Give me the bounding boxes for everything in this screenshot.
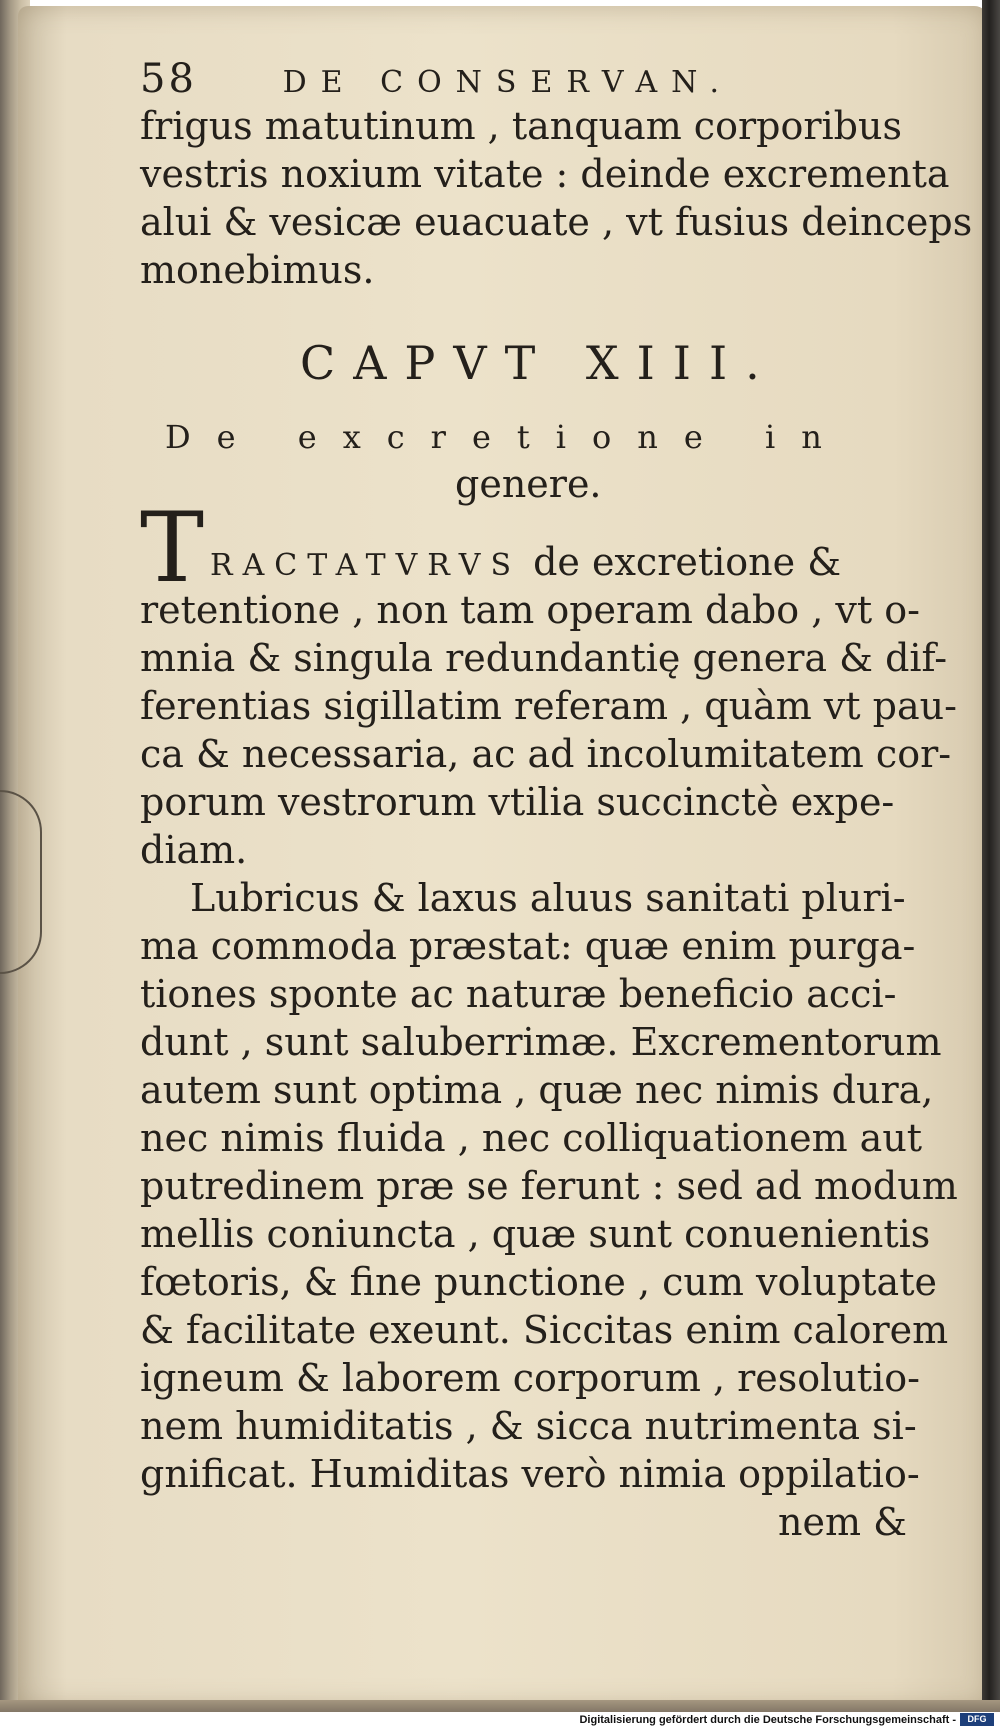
text-line: fœtoris, & fine punctione , cum voluptate [140, 1260, 937, 1304]
catchword: nem & [778, 1500, 907, 1544]
text-line: tiones sponte ac naturæ beneficio acci- [140, 972, 897, 1016]
text-line: alui & vesicæ euacuate , vt fusius deinceps [140, 200, 973, 244]
text-line: porum vestrorum vtilia succinctè expe- [140, 780, 895, 824]
text-line: vestris noxium vitate : deinde excrementa [140, 152, 950, 196]
first-line-rest: de excretione & [533, 540, 842, 584]
text-line: nec nimis fluida , nec colliquationem aut [140, 1116, 923, 1160]
text-line: nem humiditatis , & sicca nutrimenta si- [140, 1404, 917, 1448]
first-line [210, 540, 841, 584]
text-line: igneum & laborem corporum , resolutio- [140, 1356, 920, 1400]
page-tab-mark [0, 790, 42, 974]
running-head-title: DE CONSERVAN. [282, 65, 734, 100]
text-line: ca & necessaria, ac ad incolumitatem cor- [140, 732, 952, 776]
text-line: & facilitate exeunt. Siccitas enim calorem [140, 1308, 949, 1352]
text-line: monebimus. [140, 248, 375, 292]
page-number: 58 [140, 56, 197, 102]
text-line: ferentias sigillatim referam , quàm vt pau- [140, 684, 957, 728]
first-line-smallcaps: RACTATVRVS [210, 548, 522, 583]
running-head [140, 56, 733, 102]
text-line: putredinem præ se ferunt : sed ad modum [140, 1164, 958, 1208]
text-line: ma commoda præstat: quæ enim purga- [140, 924, 916, 968]
text-line: gnificat. Humiditas verò nimia oppilatio- [140, 1452, 920, 1496]
text-line: retentione , non tam operam dabo , vt o- [140, 588, 920, 632]
text-line: frigus matutinum , tanquam corporibus [140, 104, 902, 148]
text-line: diam. [140, 828, 248, 872]
dfg-logo: DFG [960, 1713, 994, 1726]
chapter-heading: CAPVT XIII. [300, 336, 778, 390]
text-line: mnia & singula redundantię genera & dif- [140, 636, 948, 680]
text-line: mellis coniuncta , quæ sunt conuenientis [140, 1212, 931, 1256]
funding-credit: Digitalisierung gefördert durch die Deutsche Forschungsgemeinschaft - [579, 1714, 956, 1726]
text-line: Lubricus & laxus aluus sanitati pluri- [190, 876, 906, 920]
chapter-title-line2: genere. [455, 462, 602, 506]
scan-right-border [982, 0, 1000, 1708]
chapter-title-line1: De excretione in [165, 418, 848, 456]
text-line: autem sunt optima , quæ nec nimis dura, [140, 1068, 934, 1112]
text-line: dunt , sunt saluberrimæ. Excrementorum [140, 1020, 942, 1064]
drop-cap: T [140, 492, 205, 604]
